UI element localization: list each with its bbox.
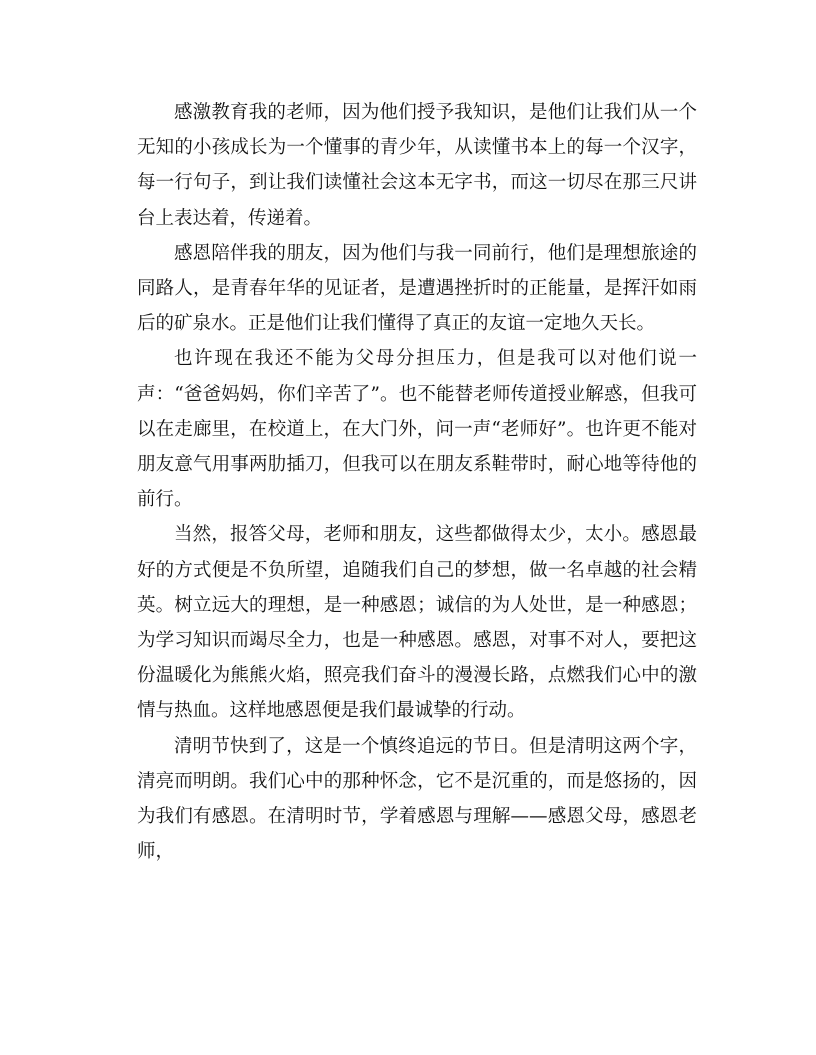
document-body — [137, 95, 697, 869]
paragraph-thank-teachers: 感激教育我的老师，因为他们授予我知识，是他们让我们从一个无知的小孩成长为一个懂事的青少年，从读懂书本上的每一个汉字，每一行句子，到让我们读懂社会这本无字书，而这一切尽在那三尺讲台上表达着，传递着。 — [137, 102, 697, 229]
paragraph-small-actions: 也许现在我还不能为父母分担压力，但是我可以对他们说一声：“爸爸妈妈，你们辛苦了”。也不能替老师传道授业解惑，但我可以在走廊里，在校道上，在大门外，问一声“老师好”。也许更不能对朋友意气用事两肋插刀，但我可以在朋友系鞋带时，耐心地等待他的前行。 — [137, 348, 697, 511]
paragraph-best-gratitude: 当然，报答父母，老师和朋友，这些都做得太少，太小。感恩最好的方式便是不负所望，追随我们自己的梦想，做一名卓越的社会精英。树立远大的理想，是一种感恩；诚信的为人处世，是一种感恩；为学习知识而竭尽全力，也是一种感恩。感恩，对事不对人，要把这份温暖化为熊熊火焰，照亮我们奋斗的漫漫长路，点燃我们心中的激情与热血。这样地感恩便是我们最诚挚的行动。 — [137, 524, 697, 722]
paragraph-qingming: 清明节快到了，这是一个慎终追远的节日。但是清明这两个字，清亮而明朗。我们心中的那种怀念，它不是沉重的，而是悠扬的，因为我们有感恩。在清明时节，学着感恩与理解——感恩父母，感恩老师， — [137, 735, 697, 863]
paragraph-thank-friends: 感恩陪伴我的朋友，因为他们与我一同前行，他们是理想旅途的同路人，是青春年华的见证者，是遭遇挫折时的正能量，是挥汗如雨后的矿泉水。正是他们让我们懂得了真正的友谊一定地久天长。 — [137, 242, 697, 335]
